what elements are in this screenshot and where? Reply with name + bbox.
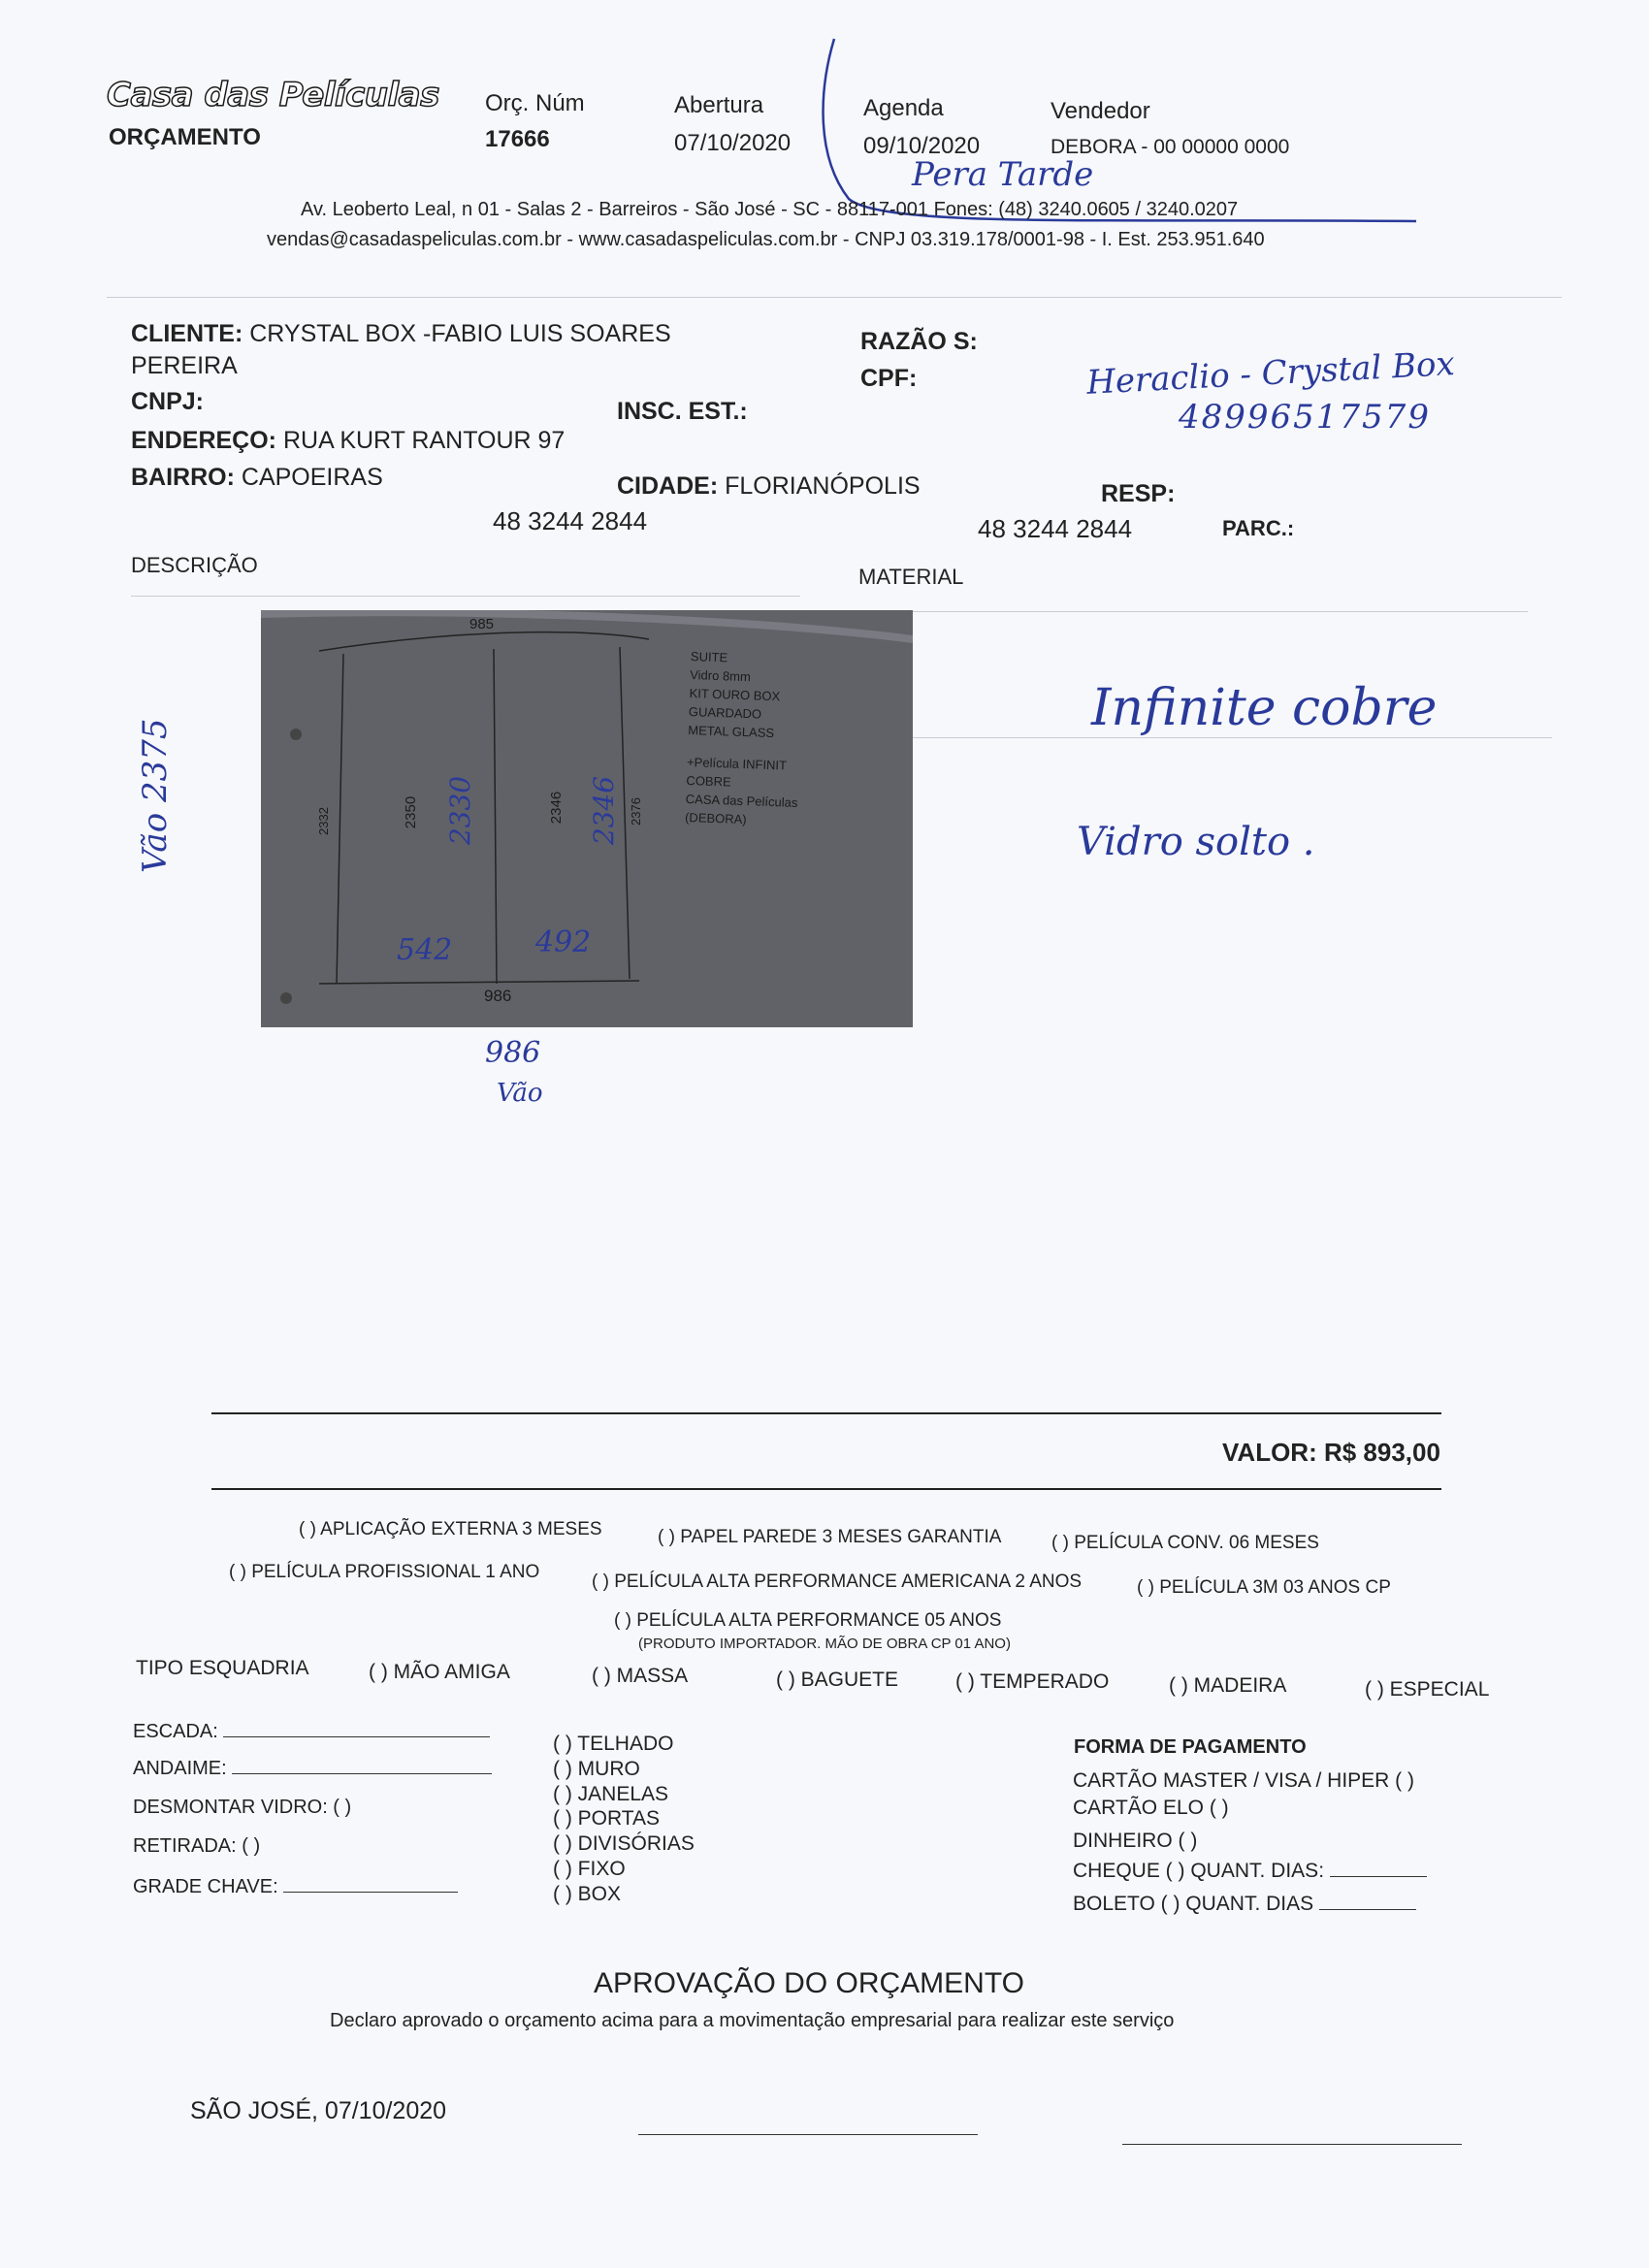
place-telhado[interactable]: ( ) TELHADO	[553, 1733, 674, 1755]
signature-line-company[interactable]	[638, 2134, 978, 2135]
contact-line: vendas@casadaspeliculas.com.br - www.casadaspeliculas.com.br - CNPJ 03.319.178/0001-98 - I. Est. 253.951.640	[267, 229, 1265, 250]
place-fixo[interactable]: ( ) FIXO	[553, 1858, 626, 1880]
document-type: ORÇAMENTO	[109, 124, 261, 150]
sketch-note: METAL GLASS	[688, 722, 775, 741]
endereco-row	[131, 427, 565, 455]
valor-top-rule	[211, 1412, 1441, 1414]
cpf-label: CPF:	[860, 365, 918, 392]
option-pelicula-profissional[interactable]: ( ) PELÍCULA PROFISSIONAL 1 ANO	[229, 1562, 540, 1582]
phone-1: 48 3244 2844	[493, 506, 648, 535]
esquadria-temperado[interactable]: ( ) TEMPERADO	[955, 1670, 1110, 1693]
address-line: Av. Leoberto Leal, n 01 - Salas 2 - Barreiros - São José - SC - 88117-001 Fones: (48) 3240.0605 / 3240.0207	[301, 199, 1239, 220]
sketch-note: CASA das Películas	[685, 791, 798, 810]
escada-label: ESCADA:	[133, 1721, 218, 1742]
cliente-row	[131, 320, 671, 348]
cnpj-label: CNPJ:	[131, 388, 205, 415]
sketch-note: KIT OURO BOX	[689, 686, 781, 704]
grade-chave-field[interactable]	[283, 1874, 458, 1893]
andaime-label: ANDAIME:	[133, 1758, 227, 1779]
cliente-value: CRYSTAL BOX -FABIO LUIS SOARES	[249, 320, 671, 347]
cheque-dias-field[interactable]	[1330, 1859, 1427, 1877]
place-divisorias[interactable]: ( ) DIVISÓRIAS	[553, 1832, 695, 1855]
desmontar-vidro[interactable]: DESMONTAR VIDRO: ( )	[133, 1797, 352, 1818]
endereco-label: ENDEREÇO:	[131, 427, 277, 454]
escada-field[interactable]	[223, 1719, 490, 1737]
abertura-date: 07/10/2020	[674, 130, 792, 156]
material-underline	[858, 611, 1528, 612]
sketch-right-h-1: 2346	[548, 791, 566, 825]
orc-number: 17666	[485, 126, 550, 152]
esquadria-mao-amiga[interactable]: ( ) MÃO AMIGA	[369, 1661, 510, 1683]
andaime-field[interactable]	[232, 1756, 492, 1774]
boleto-dias-field[interactable]	[1319, 1892, 1416, 1910]
escada-row	[133, 1719, 490, 1743]
esquadria-label: TIPO ESQUADRIA	[136, 1657, 309, 1679]
option-aplicacao[interactable]: ( ) APLICAÇÃO EXTERNA 3 MESES	[299, 1519, 602, 1539]
esquadria-massa[interactable]: ( ) MASSA	[592, 1665, 689, 1687]
option-pelicula-05-anos-sub: (PRODUTO IMPORTADOR. MÃO DE OBRA CP 01 ANO)	[638, 1636, 1011, 1652]
signature-line-client[interactable]	[1122, 2144, 1462, 2145]
payment-boleto-row	[1073, 1892, 1416, 1916]
vendedor-value: DEBORA - 00 00000 0000	[1051, 136, 1290, 158]
bairro-value: CAPOEIRAS	[241, 464, 383, 491]
grade-chave-label: GRADE CHAVE:	[133, 1876, 278, 1897]
sketch-note: +Película INFINIT	[686, 754, 788, 773]
payment-cheque[interactable]: CHEQUE ( ) QUANT. DIAS:	[1073, 1860, 1325, 1882]
sketch-top-width: 985	[469, 616, 495, 632]
retirada[interactable]: RETIRADA: ( )	[133, 1835, 261, 1857]
valor-bottom-rule	[211, 1488, 1441, 1490]
option-pelicula-americana[interactable]: ( ) PELÍCULA ALTA PERFORMANCE AMERICANA 2 ANOS	[592, 1571, 1083, 1592]
option-pelicula-conv[interactable]: ( ) PELÍCULA CONV. 06 MESES	[1051, 1533, 1319, 1553]
option-papel-parede[interactable]: ( ) PAPEL PAREDE 3 MESES GARANTIA	[658, 1527, 1002, 1547]
option-pelicula-3m[interactable]: ( ) PELÍCULA 3M 03 ANOS CP	[1137, 1577, 1391, 1598]
place-box[interactable]: ( ) BOX	[553, 1883, 622, 1905]
sketch-left-panel: 542	[397, 933, 453, 967]
esquadria-baguete[interactable]: ( ) BAGUETE	[776, 1669, 899, 1691]
place-muro[interactable]: ( ) MURO	[553, 1758, 640, 1780]
company-logo: Casa das Películas	[107, 76, 439, 114]
handwritten-agenda-note: Pera Tarde	[912, 155, 1094, 194]
sketch-side-2: 2376	[628, 797, 643, 826]
razao-label: RAZÃO S:	[860, 328, 978, 355]
material-note-1: Infinite cobre	[1091, 679, 1438, 737]
sketch-left-h-2: 2330	[444, 775, 477, 846]
bairro-row	[131, 464, 383, 492]
sketch-right-h-2: 2346	[588, 775, 621, 846]
agenda-label: Agenda	[863, 95, 944, 121]
cliente-label: CLIENTE:	[131, 320, 243, 347]
sketch-note: (DEBORA)	[684, 809, 747, 827]
material-label: MATERIAL	[858, 565, 964, 589]
valor-value: R$ 893,00	[1323, 1438, 1440, 1467]
approval-title: APROVAÇÃO DO ORÇAMENTO	[594, 1967, 1024, 1999]
insc-est-label: INSC. EST.:	[617, 398, 748, 425]
resp-label: RESP:	[1101, 480, 1176, 507]
sketch-notes	[685, 647, 803, 830]
valor-row	[1222, 1438, 1440, 1468]
cidade-label: CIDADE:	[617, 472, 719, 500]
hw-vao-left: Vão 2375	[136, 718, 175, 873]
agenda-date: 09/10/2020	[863, 133, 981, 159]
orc-label: Orç. Núm	[485, 90, 585, 116]
sketch-note: Vidro 8mm	[690, 667, 752, 685]
payment-cartao-elo[interactable]: CARTÃO ELO ( )	[1073, 1797, 1229, 1819]
payment-boleto[interactable]: BOLETO ( ) QUANT. DIAS	[1073, 1893, 1314, 1915]
valor-label: VALOR:	[1222, 1438, 1317, 1467]
payment-cheque-row	[1073, 1859, 1427, 1883]
material-note-2: Vidro solto .	[1077, 820, 1315, 864]
option-pelicula-05-anos[interactable]: ( ) PELÍCULA ALTA PERFORMANCE 05 ANOS	[614, 1610, 1002, 1631]
payment-cartao-master[interactable]: CARTÃO MASTER / VISA / HIPER ( )	[1073, 1769, 1415, 1792]
andaime-row	[133, 1756, 492, 1780]
sketch-note: COBRE	[686, 772, 731, 790]
grade-chave-row	[133, 1874, 458, 1898]
place-portas[interactable]: ( ) PORTAS	[553, 1807, 661, 1830]
sketch-note: GUARDADO	[688, 704, 762, 722]
payment-title: FORMA DE PAGAMENTO	[1074, 1736, 1307, 1758]
hw-vao-bottom-num: 986	[485, 1036, 541, 1070]
sketch-note: SUITE	[690, 649, 728, 665]
approval-declaration: Declaro aprovado o orçamento acima para a movimentação empresarial para realizar este serviço	[330, 2010, 1175, 2031]
sketch-photo	[261, 610, 913, 1027]
descricao-underline	[131, 596, 800, 597]
approval-place-date: SÃO JOSÉ, 07/10/2020	[190, 2097, 447, 2124]
parc-label: PARC.:	[1222, 516, 1295, 540]
hw-vao-bottom-word: Vão	[497, 1079, 543, 1108]
cliente-value-2: PEREIRA	[131, 352, 238, 379]
esquadria-especial[interactable]: ( ) ESPECIAL	[1365, 1678, 1490, 1701]
sketch-left-h-1: 2350	[403, 795, 420, 829]
abertura-label: Abertura	[674, 92, 764, 118]
payment-dinheiro[interactable]: DINHEIRO ( )	[1073, 1830, 1198, 1852]
mid-divider	[912, 737, 1552, 738]
handwritten-phone: 48996517579	[1179, 398, 1431, 437]
place-janelas[interactable]: ( ) JANELAS	[553, 1783, 669, 1805]
sketch-side-1: 2332	[315, 807, 331, 835]
sketch-bottom-width: 986	[484, 987, 512, 1005]
esquadria-madeira[interactable]: ( ) MADEIRA	[1169, 1674, 1287, 1697]
header-divider	[107, 297, 1562, 298]
sketch-right-panel: 492	[535, 925, 592, 959]
sketch-drawing	[261, 610, 913, 1027]
phone-2: 48 3244 2844	[978, 514, 1133, 543]
bairro-label: BAIRRO:	[131, 464, 235, 491]
vendedor-label: Vendedor	[1051, 98, 1150, 124]
cidade-row	[617, 472, 921, 501]
cidade-value: FLORIANÓPOLIS	[725, 472, 921, 500]
handwritten-contact: Heraclio - Crystal Box	[1085, 344, 1456, 403]
endereco-value: RUA KURT RANTOUR 97	[282, 427, 566, 454]
descricao-label: DESCRIÇÃO	[131, 553, 258, 577]
